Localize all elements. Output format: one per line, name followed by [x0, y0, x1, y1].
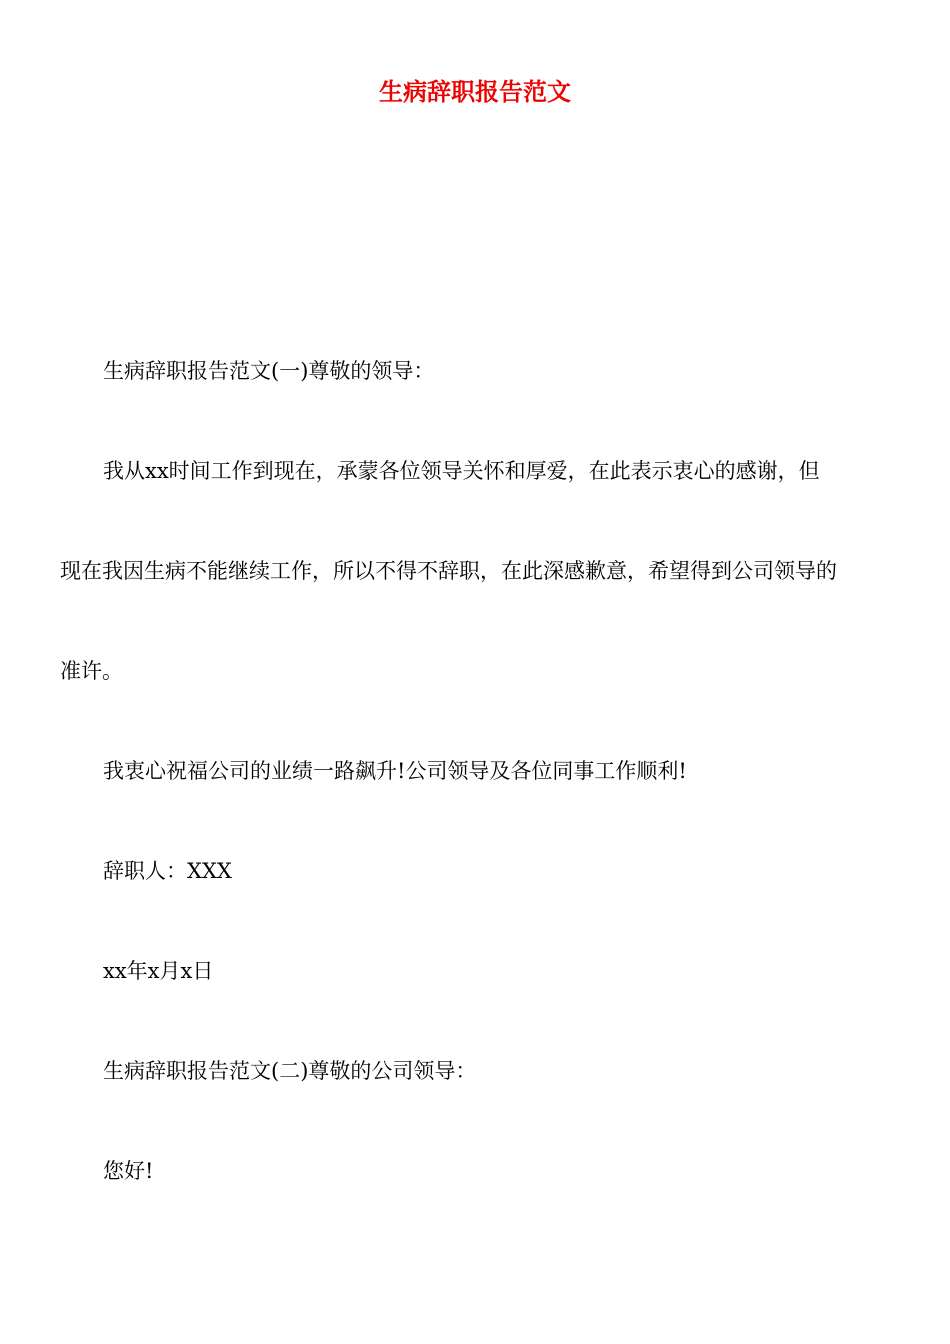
document-title: 生病辞职报告范文 [379, 78, 571, 106]
greeting-line: 您好! [103, 1159, 154, 1183]
signature-line: 辞职人：XXX [103, 859, 232, 883]
paragraph-line: 我从xx时间工作到现在，承蒙各位领导关怀和厚爱，在此表示衷心的感谢，但 [103, 459, 820, 483]
date-line: xx年x月x日 [103, 959, 214, 983]
paragraph-heading-1: 生病辞职报告范文(一)尊敬的领导： [103, 359, 435, 383]
paragraph-heading-2: 生病辞职报告范文(二)尊敬的公司领导： [103, 1059, 477, 1083]
paragraph-line: 现在我因生病不能继续工作，所以不得不辞职，在此深感歉意，希望得到公司领导的 [60, 559, 837, 583]
paragraph-line: 准许。 [60, 659, 123, 683]
paragraph-line: 我衷心祝福公司的业绩一路飙升!公司领导及各位同事工作顺利! [103, 759, 687, 783]
